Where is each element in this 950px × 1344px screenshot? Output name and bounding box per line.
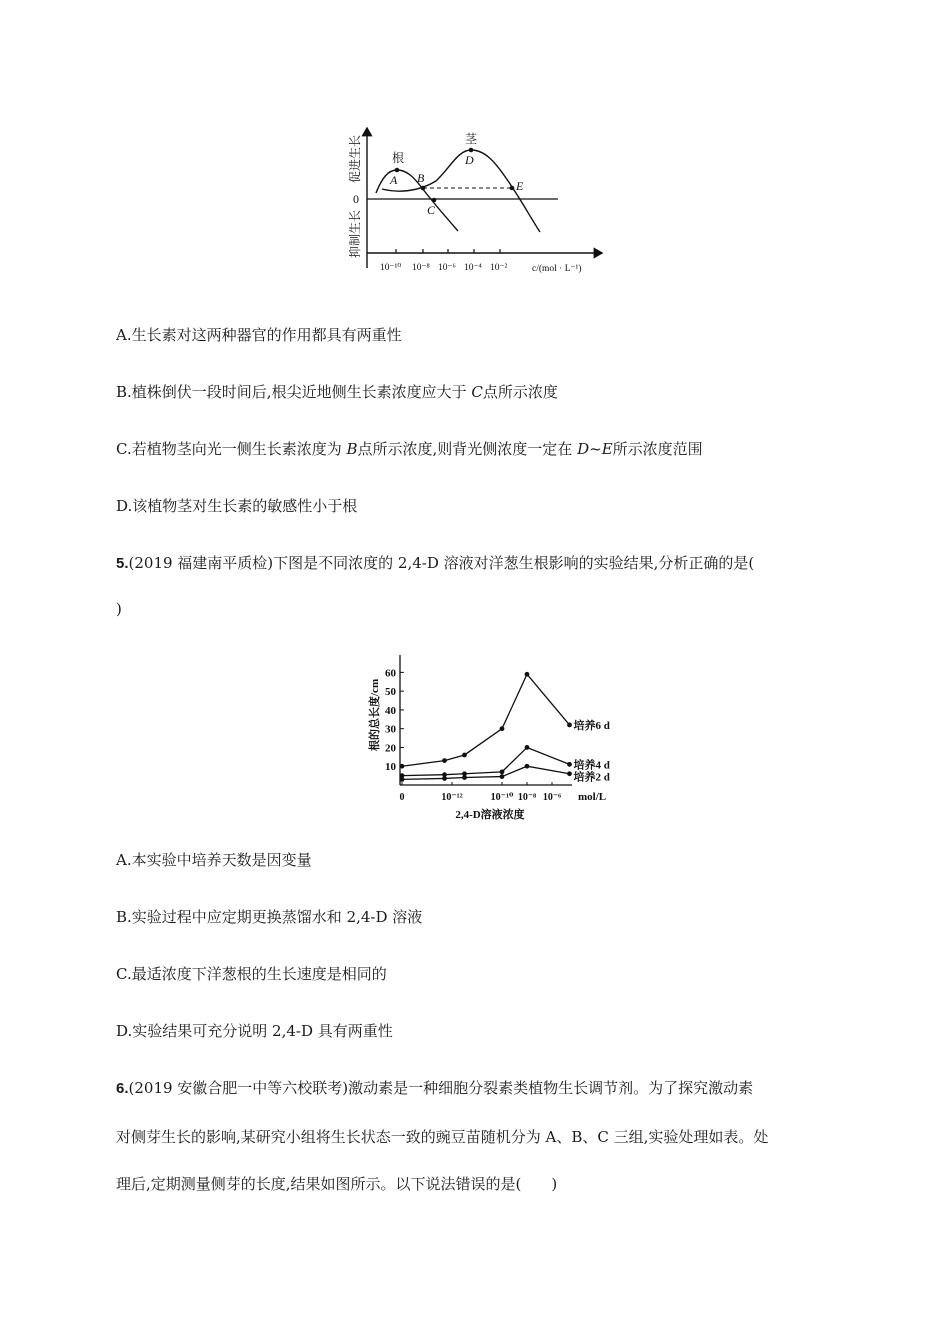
data-point: [525, 745, 530, 750]
y-axis-label: 根的总长度/cm: [369, 678, 381, 751]
auxin-curve-figure: [340, 118, 610, 283]
data-point: [500, 774, 505, 779]
x-tick-label-4: 10⁻⁴: [464, 263, 482, 273]
root-length-chart-svg: [360, 645, 630, 825]
point-ref: C: [471, 383, 483, 401]
point-ref: B: [346, 440, 358, 458]
range-tilde: ~: [589, 440, 602, 458]
option-letter: A.: [116, 851, 132, 869]
question-text: ): [116, 600, 122, 618]
y-tick-label: 50: [385, 686, 396, 699]
y-tick-label: 40: [385, 704, 396, 717]
root-length-chart: [360, 645, 630, 825]
q5-stem-line-1: [116, 552, 754, 573]
q6-stem-line-3: [116, 1173, 557, 1194]
y-tick-label: 20: [385, 742, 396, 755]
question-text: (2019 福建南平质检)下图是不同浓度的 2,4-D 溶液对洋葱生根影响的实验结果,分析正确的是(: [128, 554, 755, 572]
data-point: [525, 764, 530, 769]
stem-label: 茎: [465, 132, 478, 146]
x-tick-label-2: 10⁻⁸: [412, 263, 430, 273]
root-label: 根: [392, 151, 405, 165]
option-text: 最适浓度下洋葱根的生长速度是相同的: [131, 965, 387, 983]
q5-stem-line-2: [116, 600, 122, 618]
point-a-label: A: [390, 173, 398, 187]
question-number: 6.: [116, 1080, 129, 1097]
q5-option-d: [116, 1020, 393, 1041]
data-point: [525, 672, 530, 677]
option-text: 本实验中培养天数是因变量: [131, 851, 312, 869]
y-label-promote: 促进生长: [348, 134, 362, 183]
option-letter: B.: [116, 383, 132, 401]
data-point: [400, 764, 405, 769]
x-tick-label-3: 10⁻⁶: [438, 263, 456, 273]
q4-option-a: [116, 324, 402, 345]
q6-stem-line-2: [116, 1126, 768, 1147]
question-text: 理后,定期测量侧芽的长度,结果如图所示。以下说法错误的是( ): [116, 1175, 558, 1193]
option-letter: C.: [116, 965, 132, 983]
option-text-tail: 所示浓度范围: [612, 440, 703, 458]
data-point: [442, 776, 447, 781]
y-tick-label: 60: [385, 667, 396, 680]
q4-option-b: [116, 381, 558, 402]
option-letter: D.: [116, 1022, 133, 1040]
curve-points: [395, 148, 515, 203]
question-number: 5.: [116, 555, 129, 572]
point-e-label: E: [516, 179, 524, 193]
question-text: 对侧芽生长的影响,某研究小组将生长状态一致的豌豆苗随机分为 A、B、C 三组,实验处理如表。处: [116, 1128, 769, 1146]
data-point: [567, 723, 572, 728]
point-b-label: B: [417, 171, 425, 185]
q4-option-d: [116, 495, 357, 516]
option-text: 生长素对这两种器官的作用都具有两重性: [131, 326, 402, 344]
q5-option-a: [116, 849, 312, 870]
series-line-1: [402, 674, 570, 766]
data-point: [567, 762, 572, 767]
zero-label: 0: [353, 192, 359, 206]
data-point: [400, 777, 405, 782]
point-ref: E: [601, 440, 613, 458]
x-tick-label-5: 10⁻²: [490, 263, 508, 273]
x-tick-label-1: 10⁻¹⁰: [380, 263, 402, 273]
option-text: 植株倒伏一段时间后,根尖近地侧生长素浓度应大于: [131, 383, 472, 401]
y-label-inhibit: 抑制生长: [348, 209, 362, 258]
question-text: (2019 安徽合肥一中等六校联考)激动素是一种细胞分裂素类植物生长调节剂。为了探究激动素: [128, 1079, 754, 1097]
q5-option-c: [116, 963, 387, 984]
x-tick-label: 10⁻¹⁰: [490, 792, 514, 803]
q6-stem-line-1: [116, 1077, 753, 1098]
series-label: 培养4 d: [573, 759, 610, 772]
q4-option-c: [116, 438, 703, 459]
x-unit-label: mol/L: [578, 791, 607, 803]
x-tick-label: 10⁻¹²: [441, 792, 463, 803]
y-tick-label: 30: [385, 723, 396, 736]
data-point: [462, 775, 467, 780]
data-point: [567, 771, 572, 776]
auxin-curve-svg: [340, 118, 610, 283]
data-point: [500, 726, 505, 731]
option-text: 若植物茎向光一侧生长素浓度为: [131, 440, 347, 458]
x-tick-label: 10⁻⁶: [542, 792, 562, 803]
option-text: 实验结果可充分说明 2,4-D 具有两重性: [132, 1022, 393, 1040]
point-ref: D: [577, 440, 590, 458]
data-point: [500, 769, 505, 774]
option-letter: C.: [116, 440, 132, 458]
data-point: [462, 753, 467, 758]
option-text-tail: 点所示浓度: [482, 383, 558, 401]
option-letter: A.: [116, 326, 132, 344]
point-d-label: D: [465, 153, 474, 167]
q5-option-b: [116, 906, 422, 927]
data-point: [442, 758, 447, 763]
option-text-mid: 点所示浓度,则背光侧浓度一定在: [357, 440, 578, 458]
x-tick-label: 10⁻⁸: [517, 792, 537, 803]
option-text: 实验过程中应定期更换蒸馏水和 2,4-D 溶液: [131, 908, 423, 926]
x-unit-label: c/(mol · L⁻¹): [532, 264, 582, 274]
option-letter: B.: [116, 908, 132, 926]
series-line-2: [402, 747, 570, 775]
x-axis-label: 2,4-D溶液浓度: [455, 809, 525, 821]
y-tick-label: 10: [385, 761, 396, 774]
series-label: 培养2 d: [573, 771, 610, 784]
series-label: 培养6 d: [573, 719, 610, 732]
x-tick-label: 0: [399, 792, 405, 803]
option-letter: D.: [116, 497, 133, 515]
point-c-label: C: [427, 203, 436, 217]
option-text: 该植物茎对生长素的敏感性小于根: [132, 497, 358, 515]
